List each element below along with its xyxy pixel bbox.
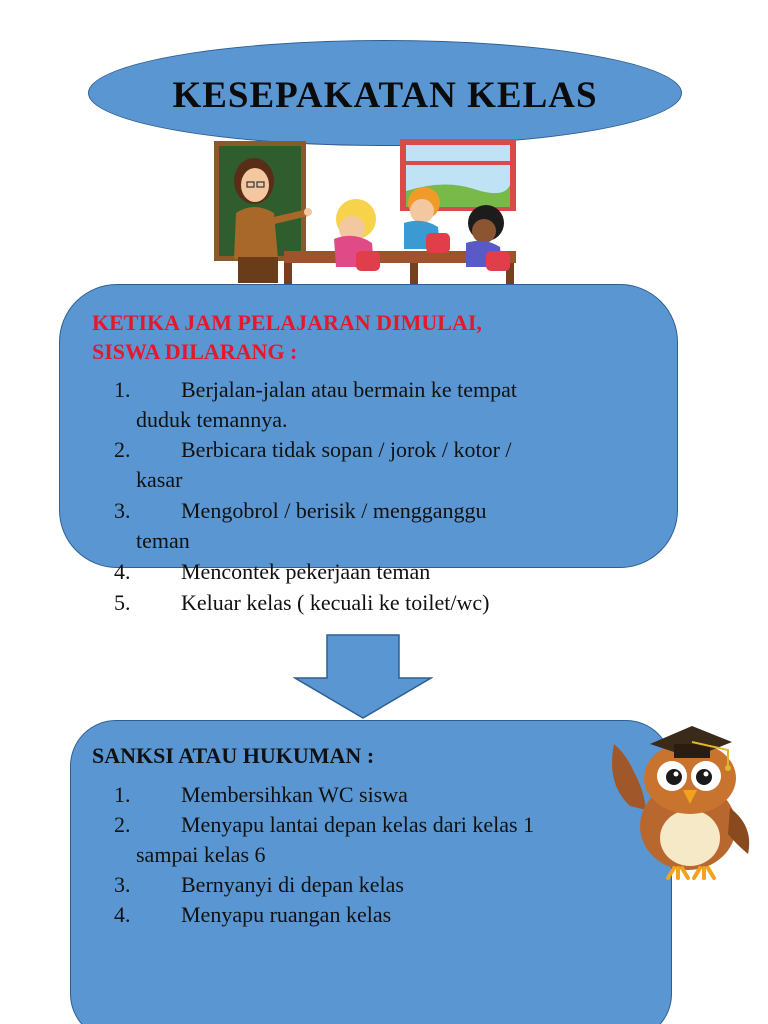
rule-number: 1. [114,377,131,402]
rule-text-continued: teman [136,528,190,553]
rules-heading [92,308,652,366]
rule-number: 2. [114,437,131,462]
sanction-number: 2. [114,812,131,837]
rule-text-continued: kasar [136,467,183,492]
sanction-number: 4. [114,902,131,927]
sanctions-heading: SANKSI ATAU HUKUMAN : [92,743,375,768]
sanction-number: 3. [114,872,131,897]
rule-text-continued: duduk temannya. [136,407,288,432]
sanction-text: Membersihkan WC siswa [181,782,408,807]
rule-text: Keluar kelas ( kecuali ke toilet/wc) [181,590,490,615]
sanction-number: 1. [114,782,131,807]
owl-teacher-illustration [600,714,758,880]
sanction-text: Menyapu ruangan kelas [181,902,392,927]
page-title: KESEPAKATAN KELAS [172,74,598,116]
classroom-illustration [214,139,516,285]
down-arrow-icon [293,634,433,720]
rule-text: Mencontek pekerjaan teman [181,559,431,584]
rule-text: Berjalan-jalan atau bermain ke tempat [181,377,517,402]
rule-number: 4. [114,559,131,584]
rule-text: Mengobrol / berisik / mengganggu [181,498,487,523]
sanction-text: Bernyanyi di depan kelas [181,872,404,897]
rule-number: 3. [114,498,131,523]
sanction-text: Menyapu lantai depan kelas dari kelas 1 [181,812,535,837]
rule-number: 5. [114,590,131,615]
sanction-text-continued: sampai kelas 6 [136,842,266,867]
title-banner [88,40,682,146]
rules-heading-line2: SISWA DILARANG : [92,339,298,364]
rule-text: Berbicara tidak sopan / jorok / kotor / [181,437,512,462]
rules-heading-line1: KETIKA JAM PELAJARAN DIMULAI, [92,310,482,335]
